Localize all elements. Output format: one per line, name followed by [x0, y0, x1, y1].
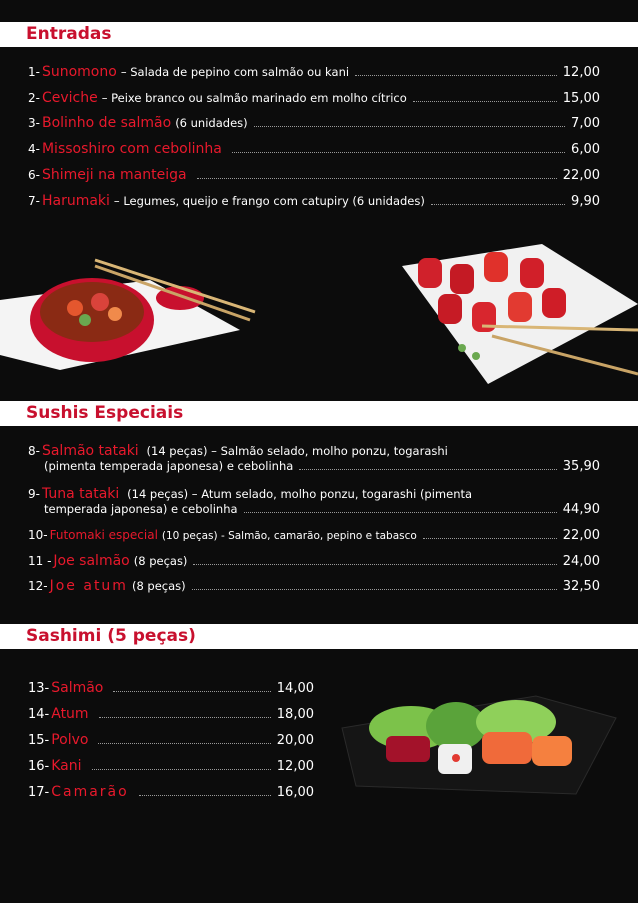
item-number: 7-	[28, 194, 40, 208]
item-price: 44,90	[562, 502, 600, 517]
item-name: Kani	[51, 758, 82, 774]
item-description: (10 peças) - Salmão, camarão, pepino e tabasco	[161, 530, 417, 542]
item-price: 20,00	[276, 733, 314, 748]
item-price: 6,00	[571, 142, 600, 157]
item-number: 2-	[28, 91, 40, 105]
item-number: 15-	[28, 733, 50, 748]
item-price: 12,00	[562, 65, 600, 80]
item-price: 9,90	[571, 194, 600, 209]
menu-item	[28, 115, 600, 131]
menu-item	[28, 90, 600, 106]
item-number: 12-	[28, 579, 48, 593]
menu-item	[28, 758, 314, 774]
leader-dots	[299, 469, 556, 470]
item-name: Camarão	[51, 784, 129, 800]
leader-dots	[197, 178, 557, 179]
item-name: Atum	[51, 706, 89, 722]
menu-item	[28, 732, 314, 748]
leader-dots	[193, 564, 556, 565]
menu-item	[28, 193, 600, 209]
section-title: Entradas	[26, 24, 112, 44]
leader-dots	[423, 538, 557, 539]
item-price: 35,90	[562, 459, 600, 474]
item-price: 22,00	[562, 528, 600, 543]
item-price: 7,00	[571, 116, 600, 131]
item-name: Harumaki	[41, 193, 110, 209]
leader-dots	[139, 795, 271, 796]
leader-dots	[98, 743, 270, 744]
section-title: Sashimi (5 peças)	[26, 626, 196, 646]
leader-dots	[244, 512, 557, 513]
item-number: 4-	[28, 142, 40, 156]
leader-dots	[431, 204, 565, 205]
item-price: 32,50	[562, 579, 600, 594]
leader-dots	[232, 152, 565, 153]
item-number: 3-	[28, 116, 40, 130]
item-name: Tuna tataki	[41, 486, 120, 502]
ceviche-bowl-photo	[0, 240, 270, 370]
item-description: (14 peças) – Salmão selado, molho ponzu, togarashi	[146, 444, 448, 458]
menu-item	[28, 167, 600, 183]
menu-item	[28, 553, 600, 569]
item-price: 24,00	[562, 554, 600, 569]
menu-item	[28, 784, 314, 800]
item-number: 13-	[28, 681, 50, 696]
section-header-sashimi	[0, 624, 638, 649]
item-number: 10-	[28, 528, 48, 542]
item-number: 6-	[28, 168, 40, 182]
leader-dots	[254, 126, 565, 127]
item-name: Salmão tataki	[41, 443, 139, 459]
item-description-continued: (pimenta temperada japonesa) e cebolinha	[44, 459, 294, 473]
item-name: Sunomono	[41, 64, 117, 80]
item-description: (8 peças)	[133, 554, 188, 568]
item-number: 9-	[28, 487, 40, 501]
item-price: 22,00	[562, 168, 600, 183]
item-description: (14 peças) – Atum selado, molho ponzu, togarashi (pimenta	[127, 487, 473, 501]
item-price: 15,00	[562, 91, 600, 106]
item-name: Joe salmão	[53, 553, 130, 569]
item-description: (8 peças)	[131, 579, 186, 593]
item-number: 1-	[28, 65, 40, 79]
menu-item	[28, 443, 600, 474]
item-name: Missoshiro com cebolinha	[41, 141, 222, 157]
section-header-entradas	[0, 22, 638, 47]
item-name: Salmão	[51, 680, 104, 696]
menu-item	[28, 64, 600, 80]
leader-dots	[355, 75, 557, 76]
item-description: (6 unidades)	[175, 116, 248, 130]
menu-item	[28, 486, 600, 517]
leader-dots	[113, 691, 270, 692]
leader-dots	[92, 769, 271, 770]
item-price: 12,00	[276, 759, 314, 774]
item-description: – Legumes, queijo e frango com catupiry (6 unidades)	[113, 194, 425, 208]
menu-item	[28, 680, 314, 696]
section-title: Sushis Especiais	[26, 403, 184, 423]
menu-item	[28, 141, 600, 157]
sashimi-platter-photo	[336, 688, 618, 800]
item-price: 16,00	[276, 785, 314, 800]
item-number: 11 -	[28, 554, 52, 568]
sushi-rolls-photo	[392, 244, 638, 384]
item-name: Shimeji na manteiga	[41, 167, 187, 183]
item-name: Polvo	[51, 732, 89, 748]
leader-dots	[192, 589, 557, 590]
item-name: Joe atum	[49, 578, 128, 594]
section-header-sushis	[0, 401, 638, 426]
item-number: 14-	[28, 707, 50, 722]
item-name: Bolinho de salmão	[41, 115, 172, 131]
item-name: Futomaki especial	[49, 528, 158, 542]
item-description: – Peixe branco ou salmão marinado em molho cítrico	[101, 91, 407, 105]
item-price: 14,00	[276, 681, 314, 696]
item-description-continued: temperada japonesa) e cebolinha	[44, 502, 238, 516]
item-number: 17-	[28, 785, 50, 800]
item-number: 8-	[28, 444, 40, 458]
menu-item	[28, 528, 600, 543]
menu-item	[28, 706, 314, 722]
item-name: Ceviche	[41, 90, 98, 106]
item-number: 16-	[28, 759, 50, 774]
item-description: – Salada de pepino com salmão ou kani	[120, 65, 350, 79]
menu-item	[28, 578, 600, 594]
leader-dots	[413, 101, 557, 102]
item-price: 18,00	[276, 707, 314, 722]
leader-dots	[99, 717, 271, 718]
